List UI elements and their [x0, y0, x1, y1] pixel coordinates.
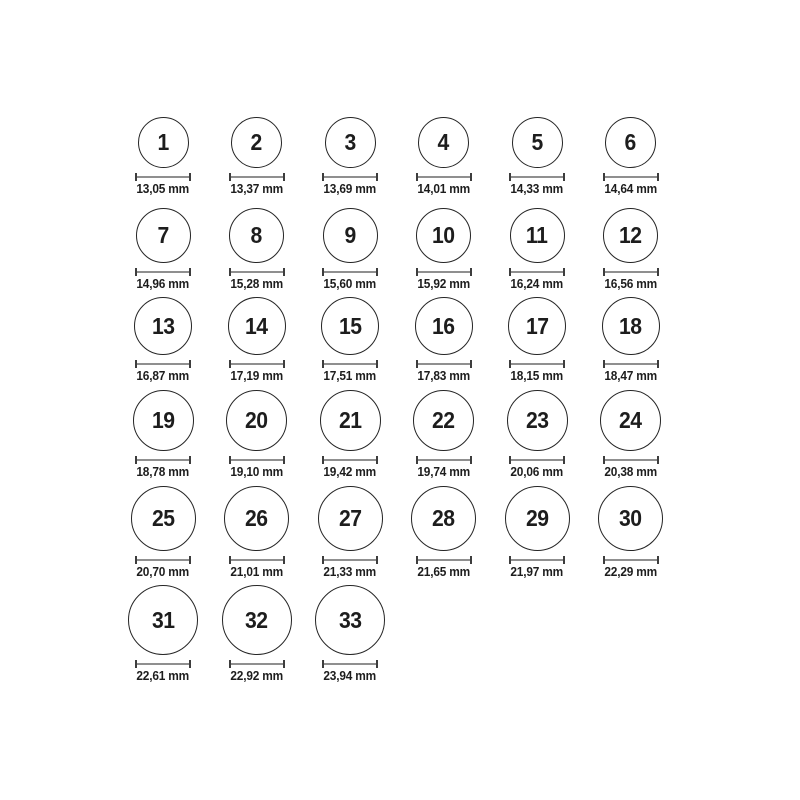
- ring-size-cell: [584, 117, 678, 196]
- ring-size-number: 26: [245, 505, 268, 531]
- ruler-tick-right: [563, 360, 565, 368]
- ring-circle: [224, 486, 289, 551]
- ring-circle: [602, 297, 660, 355]
- ruler-line: [135, 271, 191, 273]
- diameter-ruler: [416, 360, 472, 368]
- ruler-tick-left: [322, 360, 324, 368]
- ring-circle: [598, 486, 663, 551]
- diameter-ruler: [135, 268, 191, 276]
- ring-size-cell: [584, 208, 678, 291]
- diameter-ruler: [229, 456, 285, 464]
- diameter-label: 14,64 mm: [604, 182, 657, 196]
- diameter-ruler: [229, 268, 285, 276]
- ruler-tick-right: [563, 456, 565, 464]
- ruler-tick-left: [322, 268, 324, 276]
- ring-size-number: 10: [432, 222, 455, 248]
- ring-size-cell: [397, 390, 491, 479]
- ruler-tick-left: [322, 556, 324, 564]
- ruler-tick-right: [376, 456, 378, 464]
- ruler-tick-right: [657, 173, 659, 181]
- ruler-line: [135, 459, 191, 461]
- ruler-line: [603, 459, 659, 461]
- ring-size-cell: [210, 486, 304, 579]
- ring-size-number: 21: [338, 407, 362, 433]
- ring-size-cell: [397, 208, 491, 291]
- diameter-label: 18,47 mm: [604, 369, 657, 383]
- ruler-tick-left: [322, 660, 324, 668]
- ruler-tick-left: [509, 456, 511, 464]
- ring-size-number: 13: [151, 312, 175, 339]
- ruler-tick-right: [283, 173, 285, 181]
- ring-size-number: 19: [151, 407, 175, 433]
- ring-size-cell: [210, 297, 304, 383]
- ring-size-cell: [490, 486, 584, 579]
- ruler-tick-left: [322, 456, 324, 464]
- diameter-ruler: [509, 268, 565, 276]
- ruler-line: [322, 559, 378, 561]
- ring-circle: [323, 208, 378, 263]
- diameter-ruler: [135, 173, 191, 181]
- ruler-tick-left: [416, 556, 418, 564]
- ruler-tick-right: [189, 360, 191, 368]
- diameter-ruler: [135, 360, 191, 368]
- ring-size-number: 23: [525, 407, 549, 433]
- ruler-tick-left: [135, 360, 137, 368]
- ruler-tick-left: [229, 660, 231, 668]
- diameter-label: 17,51 mm: [323, 369, 377, 383]
- diameter-label: 20,38 mm: [604, 465, 657, 479]
- ring-size-cell: [584, 390, 678, 479]
- ring-size-number: 9: [344, 222, 356, 248]
- ring-size-number: 20: [245, 407, 268, 433]
- ring-circle: [325, 117, 376, 168]
- ring-size-cell: [490, 390, 584, 479]
- ruler-line: [135, 176, 191, 178]
- ruler-tick-right: [376, 660, 378, 668]
- ring-size-number: 25: [151, 505, 175, 531]
- ring-size-cell: [303, 486, 397, 579]
- ring-circle: [415, 297, 473, 355]
- ring-circle: [315, 585, 385, 655]
- ring-size-cell: [303, 297, 397, 383]
- ruler-line: [603, 176, 659, 178]
- ring-size-cell: [584, 297, 678, 383]
- diameter-label: 17,19 mm: [230, 369, 283, 383]
- ring-size-number: 15: [338, 312, 362, 339]
- ring-size-number: 7: [157, 222, 169, 248]
- ruler-line: [322, 459, 378, 461]
- ring-size-cell: [116, 208, 210, 291]
- ring-size-number: 5: [531, 129, 543, 155]
- diameter-ruler: [229, 556, 285, 564]
- ruler-line: [416, 363, 472, 365]
- diameter-ruler: [603, 456, 659, 464]
- ruler-line: [416, 559, 472, 561]
- ruler-tick-right: [563, 173, 565, 181]
- ring-circle: [136, 208, 191, 263]
- ruler-tick-left: [135, 173, 137, 181]
- ruler-tick-right: [283, 456, 285, 464]
- diameter-ruler: [509, 360, 565, 368]
- ring-circle: [510, 208, 565, 263]
- diameter-label: 21,97 mm: [510, 565, 564, 579]
- diameter-ruler: [509, 556, 565, 564]
- ruler-tick-left: [603, 556, 605, 564]
- diameter-label: 17,83 mm: [417, 369, 470, 383]
- ruler-line: [135, 363, 191, 365]
- ring-size-number: 1: [157, 129, 169, 155]
- ruler-tick-right: [470, 173, 472, 181]
- ring-circle: [321, 297, 379, 355]
- ring-size-cell: [490, 297, 584, 383]
- diameter-label: 15,60 mm: [323, 277, 377, 291]
- ring-circle: [605, 117, 656, 168]
- ring-size-number: 22: [432, 407, 455, 433]
- ruler-tick-left: [229, 556, 231, 564]
- ruler-line: [603, 271, 659, 273]
- ruler-line: [509, 459, 565, 461]
- ruler-tick-right: [657, 268, 659, 276]
- ring-size-number: 6: [624, 129, 637, 155]
- ruler-line: [509, 559, 565, 561]
- diameter-label: 23,94 mm: [323, 669, 377, 683]
- ring-size-cell: [303, 390, 397, 479]
- ruler-line: [509, 363, 565, 365]
- ruler-line: [229, 663, 285, 665]
- ruler-tick-right: [283, 268, 285, 276]
- ruler-tick-left: [135, 556, 137, 564]
- ring-size-number: 27: [338, 505, 362, 531]
- diameter-ruler: [135, 456, 191, 464]
- ruler-tick-left: [603, 268, 605, 276]
- diameter-label: 16,56 mm: [604, 277, 657, 291]
- ruler-tick-right: [376, 360, 378, 368]
- ring-size-cell: [397, 486, 491, 579]
- diameter-label: 14,96 mm: [136, 277, 190, 291]
- diameter-ruler: [603, 268, 659, 276]
- ring-circle: [413, 390, 474, 451]
- ring-size-number: 32: [245, 606, 268, 633]
- ring-size-number: 4: [437, 129, 450, 155]
- ring-size-cell: [490, 117, 584, 196]
- ruler-tick-right: [470, 456, 472, 464]
- ruler-tick-left: [135, 660, 137, 668]
- ruler-tick-right: [189, 456, 191, 464]
- ruler-tick-left: [603, 173, 605, 181]
- ring-circle: [226, 390, 287, 451]
- ruler-tick-right: [283, 556, 285, 564]
- ring-size-cell: [397, 297, 491, 383]
- ruler-tick-right: [376, 556, 378, 564]
- ruler-line: [135, 663, 191, 665]
- diameter-ruler: [322, 360, 378, 368]
- ring-size-cell: [397, 117, 491, 196]
- ruler-tick-left: [135, 268, 137, 276]
- ruler-tick-right: [563, 556, 565, 564]
- diameter-ruler: [229, 360, 285, 368]
- diameter-label: 21,33 mm: [323, 565, 377, 579]
- diameter-ruler: [416, 456, 472, 464]
- diameter-label: 19,74 mm: [417, 465, 470, 479]
- ring-size-number: 29: [525, 505, 549, 531]
- diameter-label: 14,01 mm: [417, 182, 470, 196]
- ruler-tick-right: [189, 173, 191, 181]
- ruler-tick-right: [470, 268, 472, 276]
- ring-circle: [418, 117, 469, 168]
- ring-circle: [318, 486, 383, 551]
- ruler-line: [229, 271, 285, 273]
- ruler-line: [322, 663, 378, 665]
- ruler-tick-left: [416, 268, 418, 276]
- ruler-line: [229, 459, 285, 461]
- ring-size-number: 24: [619, 407, 642, 433]
- ruler-line: [322, 363, 378, 365]
- ruler-tick-right: [189, 556, 191, 564]
- diameter-ruler: [322, 660, 378, 668]
- ring-circle: [508, 297, 566, 355]
- ruler-tick-left: [229, 268, 231, 276]
- ring-size-cell: [116, 585, 210, 683]
- ring-size-cell: [116, 297, 210, 383]
- ruler-tick-left: [229, 360, 231, 368]
- ruler-tick-left: [509, 556, 511, 564]
- diameter-ruler: [135, 660, 191, 668]
- ring-circle: [603, 208, 658, 263]
- diameter-label: 14,33 mm: [510, 182, 564, 196]
- ring-size-cell: [116, 390, 210, 479]
- ring-circle: [600, 390, 661, 451]
- ruler-tick-left: [416, 360, 418, 368]
- ring-size-cell: [303, 117, 397, 196]
- ruler-tick-right: [563, 268, 565, 276]
- ring-circle: [512, 117, 563, 168]
- diameter-label: 15,28 mm: [230, 277, 283, 291]
- diameter-ruler: [416, 556, 472, 564]
- ring-size-cell: [116, 486, 210, 579]
- diameter-label: 18,78 mm: [136, 465, 190, 479]
- diameter-label: 21,01 mm: [230, 565, 283, 579]
- ruler-tick-right: [470, 556, 472, 564]
- ruler-line: [229, 559, 285, 561]
- ruler-tick-right: [470, 360, 472, 368]
- diameter-ruler: [416, 173, 472, 181]
- ruler-tick-left: [416, 456, 418, 464]
- ring-circle: [505, 486, 570, 551]
- ring-size-number: 30: [619, 505, 642, 531]
- diameter-ruler: [229, 660, 285, 668]
- ruler-tick-left: [603, 456, 605, 464]
- ring-circle: [133, 390, 194, 451]
- ruler-tick-right: [376, 173, 378, 181]
- ruler-tick-right: [657, 456, 659, 464]
- ring-circle: [228, 297, 286, 355]
- ring-circle: [416, 208, 471, 263]
- ring-circle: [131, 486, 196, 551]
- diameter-ruler: [603, 360, 659, 368]
- ring-size-cell: [210, 585, 304, 683]
- ruler-line: [509, 176, 565, 178]
- diameter-ruler: [509, 173, 565, 181]
- diameter-label: 13,37 mm: [230, 182, 283, 196]
- diameter-label: 19,42 mm: [323, 465, 377, 479]
- ring-circle: [222, 585, 292, 655]
- ring-size-cell: [116, 117, 210, 196]
- diameter-ruler: [135, 556, 191, 564]
- ring-size-number: 8: [250, 222, 263, 248]
- ruler-line: [135, 559, 191, 561]
- ring-size-number: 11: [526, 222, 548, 248]
- ruler-line: [322, 176, 378, 178]
- ruler-tick-right: [657, 556, 659, 564]
- diameter-ruler: [322, 173, 378, 181]
- diameter-label: 18,15 mm: [510, 369, 564, 383]
- ring-size-number: 12: [619, 222, 642, 248]
- diameter-ruler: [603, 173, 659, 181]
- ruler-tick-left: [416, 173, 418, 181]
- diameter-label: 20,06 mm: [510, 465, 564, 479]
- ruler-tick-left: [322, 173, 324, 181]
- ring-size-cell: [303, 208, 397, 291]
- diameter-label: 16,24 mm: [510, 277, 564, 291]
- ring-size-number: 31: [151, 606, 175, 633]
- ruler-line: [603, 559, 659, 561]
- ring-size-number: 16: [432, 312, 455, 339]
- ruler-tick-left: [509, 173, 511, 181]
- ruler-line: [416, 271, 472, 273]
- ring-circle: [507, 390, 568, 451]
- diameter-ruler: [229, 173, 285, 181]
- diameter-ruler: [322, 556, 378, 564]
- ring-size-number: 33: [338, 606, 362, 633]
- diameter-ruler: [322, 456, 378, 464]
- ruler-tick-right: [283, 660, 285, 668]
- diameter-label: 19,10 mm: [230, 465, 283, 479]
- diameter-label: 22,61 mm: [136, 669, 190, 683]
- ruler-line: [416, 176, 472, 178]
- diameter-ruler: [509, 456, 565, 464]
- ruler-line: [322, 271, 378, 273]
- ring-size-number: 14: [245, 312, 268, 339]
- ruler-tick-left: [229, 456, 231, 464]
- ring-size-cell: [490, 208, 584, 291]
- diameter-label: 21,65 mm: [417, 565, 470, 579]
- ruler-tick-left: [509, 268, 511, 276]
- diameter-label: 16,87 mm: [136, 369, 190, 383]
- ring-circle: [138, 117, 189, 168]
- ruler-line: [416, 459, 472, 461]
- diameter-label: 22,92 mm: [230, 669, 283, 683]
- ring-size-cell: [210, 390, 304, 479]
- diameter-ruler: [416, 268, 472, 276]
- ruler-tick-right: [376, 268, 378, 276]
- diameter-label: 13,05 mm: [136, 182, 190, 196]
- ruler-line: [229, 176, 285, 178]
- ring-size-number: 28: [432, 505, 455, 531]
- ring-size-cell: [584, 486, 678, 579]
- diameter-label: 20,70 mm: [136, 565, 190, 579]
- ruler-tick-right: [189, 268, 191, 276]
- ring-size-number: 3: [344, 129, 356, 155]
- ring-size-cell: [210, 117, 304, 196]
- ruler-line: [229, 363, 285, 365]
- ring-size-number: 17: [525, 312, 549, 339]
- diameter-label: 13,69 mm: [323, 182, 377, 196]
- diameter-ruler: [603, 556, 659, 564]
- diameter-label: 22,29 mm: [604, 565, 657, 579]
- ruler-tick-left: [509, 360, 511, 368]
- ruler-line: [509, 271, 565, 273]
- ring-size-cell: [303, 585, 397, 683]
- ring-circle: [411, 486, 476, 551]
- ruler-tick-right: [189, 660, 191, 668]
- diameter-label: 15,92 mm: [417, 277, 470, 291]
- ruler-tick-left: [135, 456, 137, 464]
- ruler-tick-right: [657, 360, 659, 368]
- ring-size-number: 18: [619, 312, 642, 339]
- ring-size-number: 2: [250, 129, 263, 155]
- ring-circle: [128, 585, 198, 655]
- ruler-tick-right: [283, 360, 285, 368]
- ring-circle: [229, 208, 284, 263]
- ring-circle: [134, 297, 192, 355]
- ring-size-cell: [210, 208, 304, 291]
- ruler-tick-left: [229, 173, 231, 181]
- diameter-ruler: [322, 268, 378, 276]
- ruler-tick-left: [603, 360, 605, 368]
- ring-circle: [320, 390, 381, 451]
- ruler-line: [603, 363, 659, 365]
- ring-circle: [231, 117, 282, 168]
